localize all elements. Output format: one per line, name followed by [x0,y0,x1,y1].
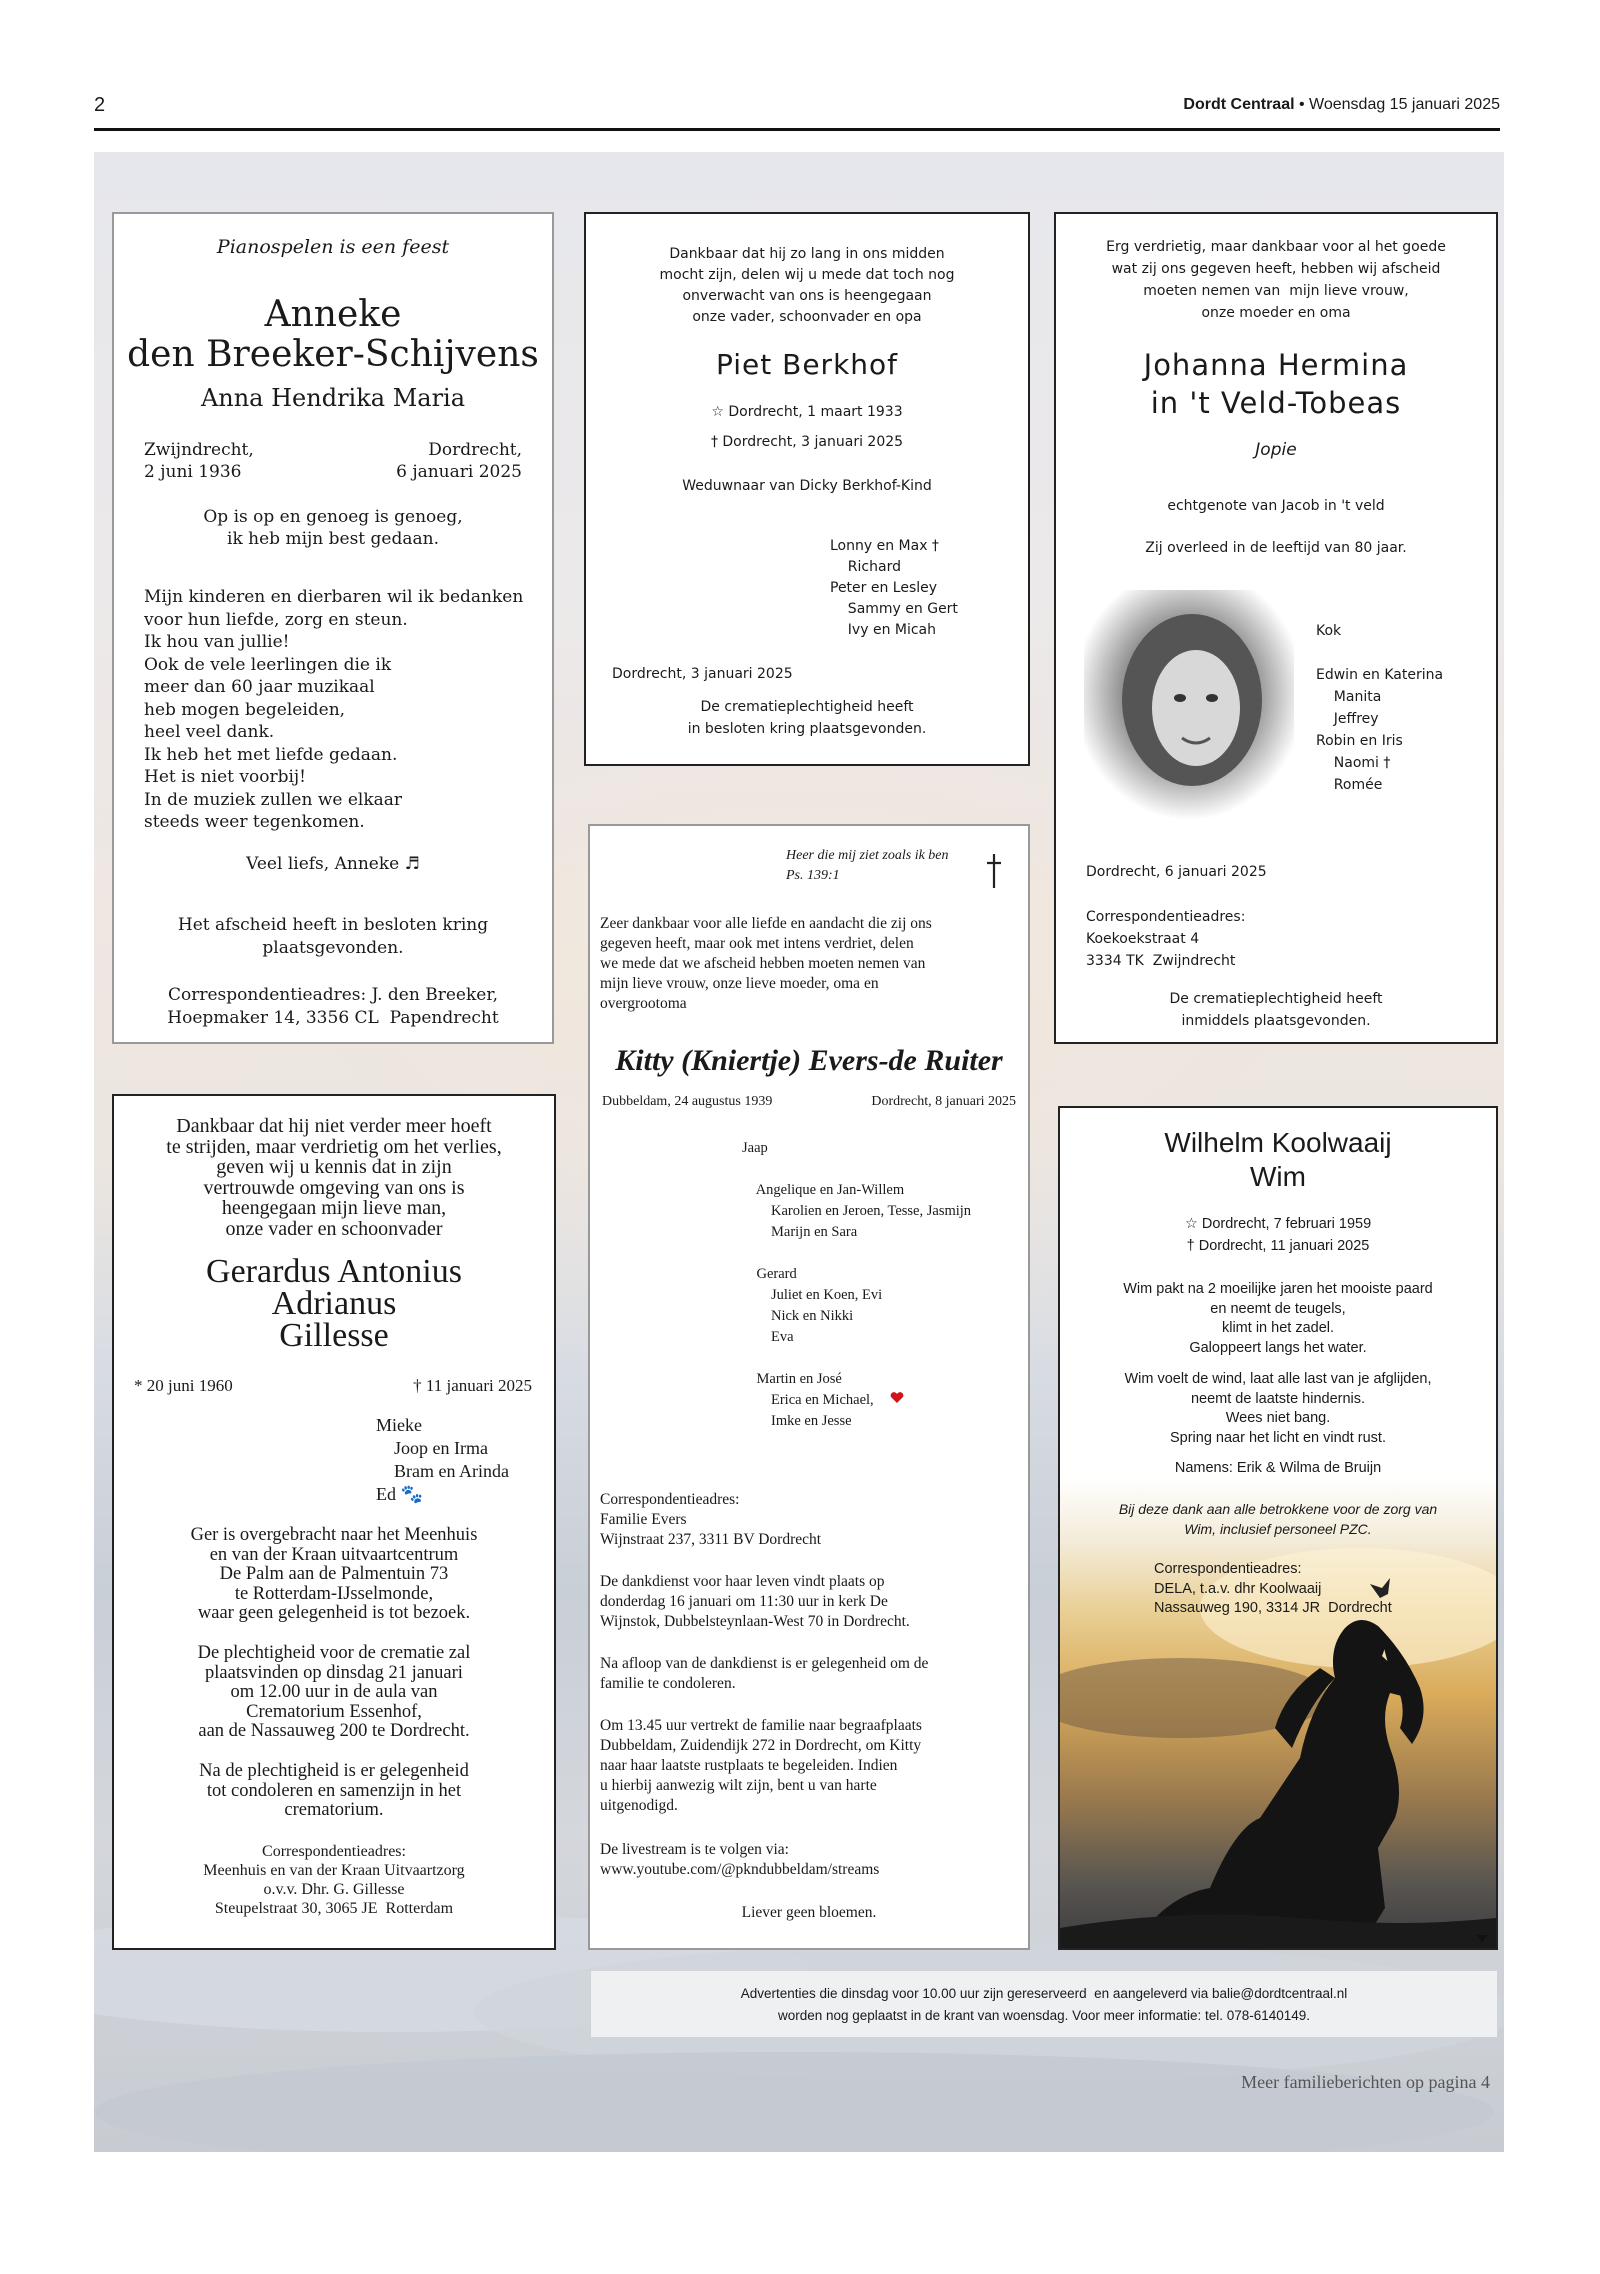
intro-text: Dankbaar dat hij niet verder meer hoeft te strijden, maar verdrietig om het verlies, geven wij u kennis dat in zijn vertrouwde omgeving van ons is heengegaan mijn lieve man, onze vader en schoonvader [166,1115,502,1240]
deadline-notice [590,1970,1498,2038]
ceremony-note: De crematieplechtigheid heeft in besloten kring plaatsgevonden. [687,699,927,737]
family-list: Jaap Angelique en Jan-Willem Karolien en Jeroen, Tesse, Jasmijn Marijn en Sara Gerard Juliet en Koen, Evi Nick en Nikki Eva Martin en José Erica en Michael, Imke en Jesse [742,1140,972,1429]
obituary-piet [584,212,1030,766]
notice-text: Advertenties die dinsdag voor 10.00 uur zijn gereserveerd en aangeleverd via balie@dordtcentraal.nl worden nog geplaatst in de krant van woensdag. Voor meer informatie: tel. 078-6140149. [740,1986,1348,2023]
corner-arrow-icon [1476,1934,1488,1944]
place-date: Dordrecht, 6 januari 2025 [1086,864,1267,880]
deceased-name: Wilhelm Koolwaaij Wim [1164,1127,1392,1192]
poem: Op is op en genoeg is genoeg, ik heb mijn best gedaan. [203,507,463,549]
place-date: Dordrecht, 3 januari 2025 [612,666,793,682]
death-line: † Dordrecht, 11 januari 2025 [1186,1238,1370,1254]
given-names: Anna Hendrika Maria [200,384,466,412]
birth-line: * 20 juni 1960 [134,1376,233,1395]
paper-name: Dordt Centraal [1183,96,1295,113]
family-list: Lonny en Max † Richard Peter en Lesley Sammy en Gert Ivy en Micah [830,538,958,638]
farewell-note: Het afscheid heeft in besloten kring plaatsgevonden. [177,915,489,958]
service-note: De dankdienst voor haar leven vindt plaats op donderdag 16 januari om 11:30 uur in kerk De Wijnstok, Dubbelsteynlaan-West 70 in Dordrecht. [600,1573,910,1630]
poem-part-1: Wim pakt na 2 moeilijke jaren het mooiste paard en neemt de teugels, klimt in het zadel. Galoppeert langs het water. [1123,1281,1433,1356]
death-line: † 11 januari 2025 [413,1376,532,1395]
birth-place: Zwijndrecht, [144,440,254,460]
deceased-name: Gerardus Antonius Adrianus Gillesse [206,1253,462,1354]
thanks-text: Mijn kinderen en dierbaren wil ik bedanken voor hun liefde, zorg en steun. Ik hou van jullie! Ook de vele leerlingen die ik meer dan 60 jaar muzikaal heb mogen begeleiden, heel veel dank. Ik heb het met liefde gedaan. Het is niet voorbij! In de muziek zullen we elkaar steeds weer tegenkomen. [144,587,524,832]
correspondence-address: Correspondentieadres: DELA, t.a.v. dhr Koolwaaij Nassauweg 190, 3314 JR Dordrecht [1154,1561,1392,1616]
death-date: 6 januari 2025 [396,462,522,482]
correspondence-address: Correspondentieadres: Meenhuis en van der Kraan Uitvaartzorg o.v.v. Dhr. G. Gillesse Steupelstraat 30, 3065 JE Rotterdam [203,1843,465,1917]
death-line: Dordrecht, 8 januari 2025 [871,1094,1016,1109]
burial-note: Om 13.45 uur vertrekt de familie naar begraafplaats Dubbeldam, Zuidendijk 272 in Dordrecht, om Kitty naar haar laatste rustplaats te begeleiden. Indien u hierbij aanwezig wilt zijn, bent u van harte uitgenodigd. [600,1717,922,1814]
correspondence-address: Correspondentieadres: J. den Breeker, Hoepmaker 14, 3356 CL Papendrecht [167,985,499,1028]
deceased-name: Kitty (Kniertje) Evers-de Ruiter [615,1044,1003,1077]
intro-text: Zeer dankbaar voor alle liefde en aandacht die zij ons gegeven heeft, maar ook met intens verdriet, delen we mede dat we afscheid hebben moeten nemen van mijn lieve vrouw, onze lieve moeder, oma en overgrootoma [600,915,932,1012]
family-list: Kok Edwin en Katerina Manita Jeffrey Robin en Iris Naomi † Romée [1316,623,1444,793]
obituary-wilhelm [1058,1106,1498,1950]
masthead: Dordt Centraal • Woensdag 15 januari 2025 [1183,96,1500,113]
cross-icon [984,852,1004,890]
page-header [94,92,1500,131]
intro-text: Erg verdrietig, maar dankbaar voor al het goede wat zij ons gegeven heeft, hebben wij afscheid moeten nemen van mijn lieve vrouw, onze moeder en oma [1106,239,1446,321]
family-list: Mieke Joop en Irma Bram en Arinda Ed 🐾 [376,1415,509,1504]
correspondence-address: Correspondentieadres: Koekoekstraat 4 3334 TK Zwijndrecht [1086,909,1246,969]
motto: Pianospelen is een feest [216,236,450,258]
birth-line: Dubbeldam, 24 augustus 1939 [602,1094,773,1109]
condolence-note: Na de plechtigheid is er gelegenheid tot condoleren en samenzijn in het crematorium. [199,1761,469,1820]
death-line: † Dordrecht, 3 januari 2025 [710,434,904,450]
death-place: Dordrecht, [428,440,522,460]
deceased-name: Johanna Hermina in 't Veld-Tobeas [1143,348,1409,420]
issue-date: Woensdag 15 januari 2025 [1309,96,1500,113]
spouse-line: echtgenote van Jacob in 't veld [1167,498,1385,514]
poem-part-2: Wim voelt de wind, laat alle last van je afglijden, neemt de laatste hindernis. Wees niet bang. Spring naar het licht en vindt rust. [1124,1371,1432,1446]
flowers-note: Liever geen bloemen. [741,1904,877,1921]
deceased-surname: den Breeker-Schijvens [127,334,539,375]
bible-verse: Heer die mij ziet zoals ik ben Ps. 139:1 [786,848,949,883]
livestream-note: De livestream is te volgen via: www.youtube.com/@pkndubbeldam/streams [600,1841,880,1878]
correspondence-address: Correspondentieadres: Familie Evers Wijnstraat 237, 3311 BV Dordrecht [600,1491,822,1548]
portrait-photo [1084,590,1294,820]
birth-line: ☆ Dordrecht, 1 maart 1933 [711,404,903,420]
nickname: Jopie [1255,440,1297,460]
transfer-note: Ger is overgebracht naar het Meenhuis en van der Kraan uitvaartcentrum De Palm aan de Palmentuin 73 te Rotterdam-IJsselmonde, waar geen gelegenheid is tot bezoek. [190,1525,478,1623]
birth-date: 2 juni 1936 [144,462,242,482]
obituary-johanna [1054,212,1498,1044]
heart-icon [890,1392,904,1404]
ceremony-note: De plechtigheid voor de crematie zal plaatsvinden op dinsdag 21 januari om 12.00 uur in de aula van Crematorium Essenhof, aan de Nassauweg 200 te Dordrecht. [197,1643,471,1741]
birth-line: ☆ Dordrecht, 7 februari 1959 [1184,1216,1372,1232]
thanks-note: Bij deze dank aan alle betrokkene voor de zorg van Wim, inclusief personeel PZC. [1118,1501,1438,1537]
ceremony-note: De crematieplechtigheid heeft inmiddels plaatsgevonden. [1169,991,1383,1029]
horse-silhouette-image [1060,1488,1496,1948]
obituary-kitty [588,824,1030,1950]
more-notices-link: Meer familieberichten op pagina 4 [1241,2072,1490,2092]
deceased-name: Anneke [264,294,402,335]
widower-line: Weduwnaar van Dicky Berkhof-Kind [682,478,932,494]
obituary-gerardus [112,1094,556,1950]
signoff: Veel liefs, Anneke ♬ [246,854,420,874]
obituary-anneke [112,212,554,1044]
condolence-note: Na afloop van de dankdienst is er gelegenheid om de familie te condoleren. [600,1655,929,1692]
deceased-name: Piet Berkhof [715,348,899,381]
age-line: Zij overleed in de leeftijd van 80 jaar. [1145,540,1407,556]
intro-text: Dankbaar dat hij zo lang in ons midden mocht zijn, delen wij u mede dat toch nog onverwacht van ons is heengegaan onze vader, schoonvader en opa [659,246,955,325]
page-number: 2 [94,94,106,116]
family-names: Namens: Erik & Wilma de Bruijn [1174,1460,1382,1476]
